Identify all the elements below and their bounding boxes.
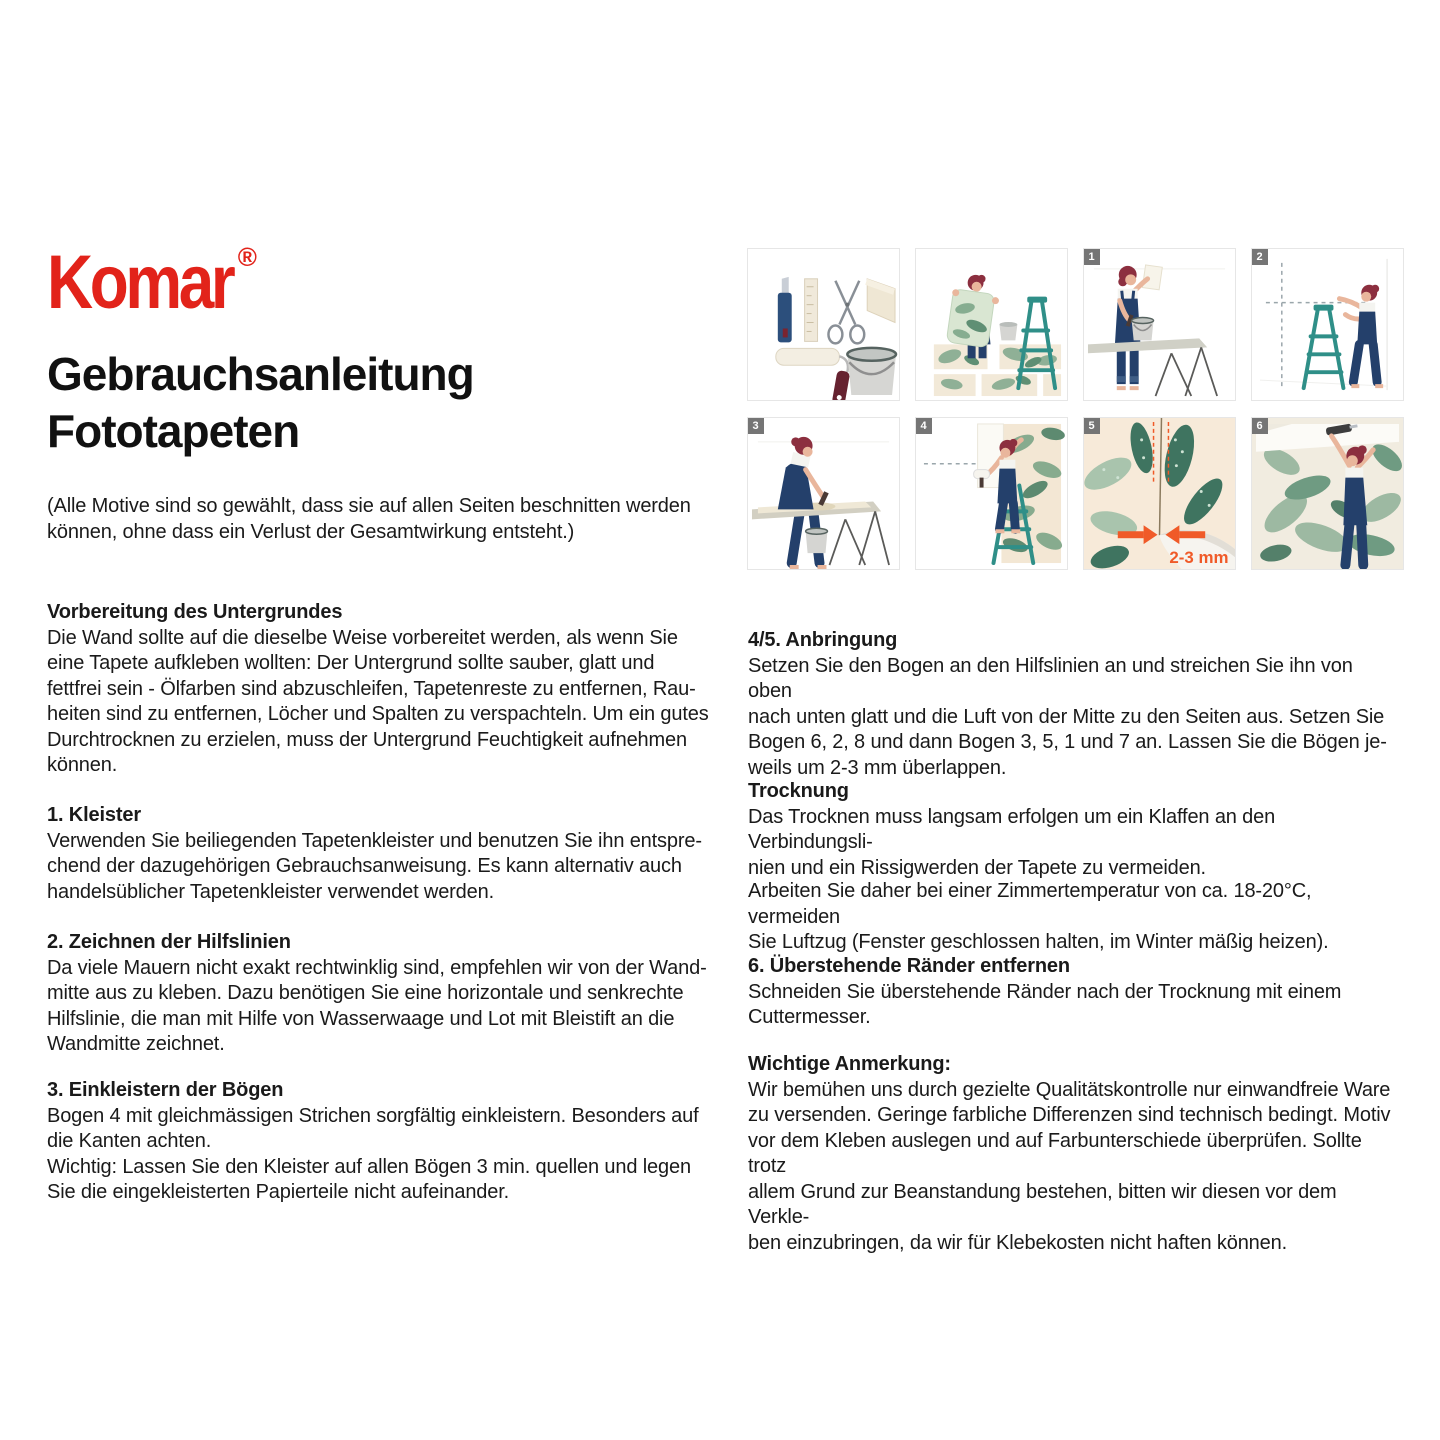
section-raender-entfernen (748, 954, 1398, 1031)
section-hilfslinien (47, 930, 723, 1058)
figure-badge: 4 (915, 417, 932, 434)
figure-badge: 2 (1251, 248, 1268, 265)
figure-pasting-sheet (747, 417, 900, 570)
section-vorbereitung-untergrund (47, 600, 723, 779)
hanging-sheet-illustration (916, 418, 1067, 569)
section-body: Wir bemühen uns durch gezielte Qualitätskontrolle nur einwandfreie Ware zu versenden. Geringe farbliche Differenzen sind technisch bedingt. Motiv vor dem Kleben auslegen und auf Farbunterschiede überprüfen. Sollte trotz allem Grund zur Beanstandung bestehen, bitten wir diesen vor dem Verkle- ben einzubringen, da wir für Klebekosten nicht haften können. (748, 1078, 1391, 1254)
figure-badge: 1 (1083, 248, 1100, 265)
pasting-sheet-illustration (748, 418, 899, 569)
overlap-detail-illustration (1084, 418, 1235, 569)
section-einkleistern (47, 1078, 723, 1206)
smoothing-roller-icon (974, 470, 990, 479)
ruler-icon (805, 279, 818, 342)
figure-tools (747, 248, 900, 401)
section-body: Arbeiten Sie daher bei einer Zimmertemperatur von ca. 18-20°C, vermeiden Sie Luftzug (Fenster geschlossen halten, im Winter mäßig heizen). (748, 880, 1329, 953)
figure-badge: 6 (1251, 417, 1268, 434)
section-heading: 4/5. Anbringung (748, 629, 898, 651)
section-heading: 3. Einkleistern der Bögen (47, 1079, 284, 1101)
section-heading: Trocknung (748, 780, 849, 802)
figure-trimming-edges (1251, 417, 1404, 570)
komar-logo (47, 240, 287, 325)
section-trocknung (748, 779, 1398, 881)
section-body: Verwenden Sie beiliegenden Tapetenkleister und benutzen Sie ihn entspre- chend der dazugehörigen Gebrauchsanweisung. Es kann alternativ auch handelsüblicher Tapetenkleister verwendet werden. (47, 829, 702, 903)
registered-trademark-icon: ® (237, 242, 257, 272)
section-body: Setzen Sie den Bogen an den Hilfslinien an und streichen Sie ihn von oben nach unten glatt und die Luft von der Mitte zu den Seiten aus. Setzen Sie Bogen 6, 2, 8 und dann Bogen 3, 5, 1 und 7 an. Lassen Sie die Bögen je- weils um 2-3 mm überlappen. (748, 654, 1387, 779)
section-heading: Wichtige Anmerkung: (748, 1053, 951, 1075)
overlap-measure-label: 2-3 mm (1169, 548, 1229, 568)
intro-note: (Alle Motive sind so gewählt, dass sie auf allen Seiten beschnitten werden können, ohne dass ein Verlust der Gesamtwirkung entsteht.) (47, 495, 691, 543)
person-figure (1339, 285, 1383, 386)
section-body: Die Wand sollte auf die dieselbe Weise vorbereitet werden, als wenn Sie eine Tapete aufkleben wollten: Der Untergrund sollte sauber, glatt und fettfrei sein - Ölfarben sind abzuschleifen, Tapetenreste zu entfernen, Rau- heiten sind zu entfernen, Löcher und Spalten zu verspachteln. Um ein gutes Durchtrocknen zu erzielen, muss der Untergrund Feuchtigkeit aufnehmen können. (47, 626, 709, 776)
guidelines-illustration (1252, 249, 1403, 400)
stepladder-icon (1304, 311, 1344, 388)
work-table (1088, 338, 1207, 353)
person-figure (778, 437, 829, 510)
scissors-icon (828, 281, 864, 344)
figure-badge: 3 (747, 417, 764, 434)
section-heading: 6. Überstehende Ränder entfernen (748, 955, 1070, 977)
figure-overlap-detail (1083, 417, 1236, 570)
section-zimmertemperatur-note (748, 879, 1398, 956)
section-body: Schneiden Sie überstehende Ränder nach der Trocknung mit einem Cuttermesser. (748, 980, 1342, 1028)
wallpaper-motif-sheet (946, 289, 995, 348)
page-title: Gebrauchsanleitung Fototapeten (47, 348, 474, 457)
tools-illustration (748, 249, 899, 400)
section-wichtige-anmerkung (748, 1052, 1398, 1256)
section-heading: 2. Zeichnen der Hilfslinien (47, 931, 291, 953)
section-body: Das Trocknen muss langsam erfolgen um ein Klaffen an den Verbindungsli- nien und ein Rissigwerden der Tapete zu vermeiden. (748, 805, 1276, 879)
figure-badge: 5 (1083, 417, 1100, 434)
pasting-table-illustration (1084, 249, 1235, 400)
section-heading: 1. Kleister (47, 804, 141, 826)
section-body: Bogen 4 mit gleichmässigen Strichen sorgfältig einkleistern. Besonders auf die Kanten achten. Wichtig: Lassen Sie den Kleister auf allen Bögen 3 min. quellen und legen Sie die eingekleisterten Papierteile nicht aufeinander. (47, 1104, 699, 1203)
section-anbringung (748, 628, 1398, 781)
section-heading: Vorbereitung des Untergrundes (47, 601, 343, 623)
trimming-edges-illustration (1252, 418, 1403, 569)
figure-drawing-guidelines (1251, 248, 1404, 401)
komar-logo-text: Komar (47, 240, 233, 325)
figure-hanging-sheet (915, 417, 1068, 570)
figure-pasting-table (1083, 248, 1236, 401)
section-body: Da viele Mauern nicht exakt rechtwinklig sind, empfehlen wir von der Wand- mitte aus zu kleben. Dazu benötigen Sie eine horizontale und senkrechte Hilfslinie, die man mit Hilfe von Wasserwaage und Lot mit Bleistift an die Wandmitte zeichnet. (47, 956, 707, 1055)
laying-out-illustration (916, 249, 1067, 400)
figure-laying-out-motif (915, 248, 1068, 401)
section-kleister (47, 803, 723, 905)
paint-roller-icon (776, 348, 840, 365)
instruction-figures-grid (747, 248, 1405, 570)
